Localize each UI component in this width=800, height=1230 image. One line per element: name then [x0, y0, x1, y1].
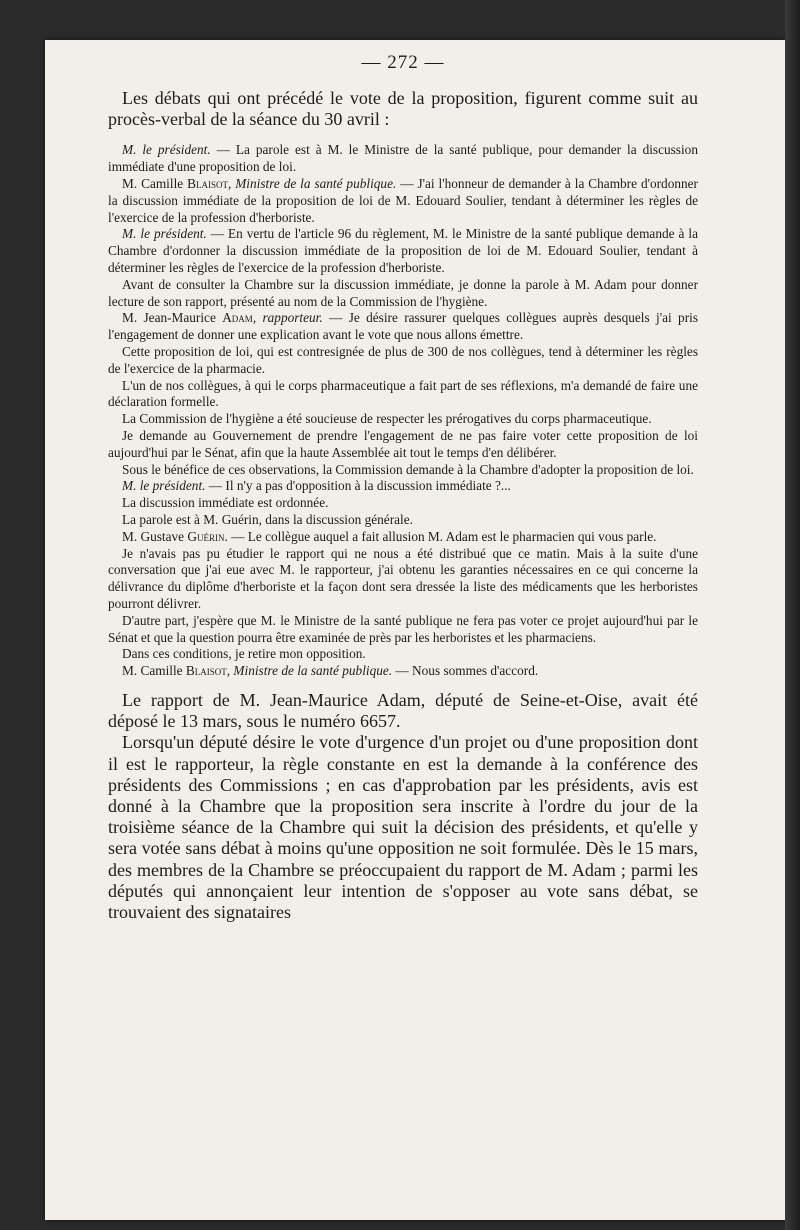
transcript-paragraph: [108, 277, 698, 311]
statement-text: — J'ai l'honneur de demander à la Chambre d'ordonner la discussion immédiate de la proposition de loi de M. Edouard Soulier, tendant à déterminer les règles de l'exercice de la profession d'herboriste.: [108, 176, 698, 225]
statement-text: Je n'avais pas pu étudier le rapport qui ne nous a été distribué que ce matin. Mais à la suite d'une conversation que j'ai eue avec M. le rapporteur, j'ai obtenu les garanties nécessaires en ce qui concerne la délivrance du diplôme d'herboriste et la façon dont sera dressée la liste des médicaments que les herboristes pourront délivrer.: [108, 545, 698, 611]
speaker-label: M. le président.: [122, 226, 207, 242]
page-number: — 272 —: [361, 52, 445, 73]
statement-text: La discussion immédiate est ordonnée.: [122, 495, 329, 511]
transcript-paragraph: [108, 512, 698, 529]
body-text: [108, 690, 698, 923]
transcript-paragraph: [108, 176, 698, 226]
speaker-name: Blaisot: [187, 176, 228, 191]
transcript-paragraph: [108, 310, 698, 344]
transcript-paragraph: [108, 529, 698, 546]
transcript-paragraph: [108, 478, 698, 495]
transcript-paragraph: [108, 378, 698, 412]
transcript-paragraph: [108, 546, 698, 613]
statement-text: — En vertu de l'article 96 du règlement, M. le Ministre de la santé publique demande à la Chambre d'ordonner la discussion immédiate de la proposition de loi de M. Edouard Soulier, tendant à déterminer les règles de l'exercice de la profession d'herboriste.: [108, 226, 698, 275]
transcript-paragraph: [108, 462, 698, 479]
transcript-paragraph: [108, 495, 698, 512]
speaker-role: , Ministre de la santé publique.: [226, 663, 393, 679]
speaker-name: Adam: [222, 310, 253, 326]
transcript-paragraph: [108, 411, 698, 428]
statement-text: La Commission de l'hygiène a été soucieuse de respecter les prérogatives du corps pharmaceutique.: [122, 411, 652, 427]
statement-text: — La parole est à M. le Ministre de la santé publique, pour demander la discussion immédiate d'une proposition de loi.: [108, 142, 698, 175]
statement-text: Avant de consulter la Chambre sur la discussion immédiate, je donne la parole à M. Adam pour donner lecture de son rapport, présenté au nom de la Commission de l'hygiène.: [108, 276, 698, 309]
speaker-role: , Ministre de la santé publique.: [227, 176, 397, 191]
statement-text: La parole est à M. Guérin, dans la discussion générale.: [122, 511, 413, 527]
transcript-paragraph: [108, 142, 698, 176]
intro-paragraph: Les débats qui ont précédé le vote de la proposition, figurent comme suit au procès-verbal de la séance du 30 avril :: [108, 88, 698, 130]
statement-text: — Je désire rassurer quelques collègues auprès desquels j'ai pris l'engagement de donner une explication avant le vote que nous allons émettre.: [108, 310, 698, 343]
speaker-prefix: M. Gustave: [122, 528, 188, 544]
page-edge: [785, 0, 800, 1230]
statement-text: Cette proposition de loi, qui est contresignée de plus de 300 de nos collègues, tend à déterminer les règles de l'exercice de la pharmacie.: [108, 343, 698, 376]
statement-text: — Nous sommes d'accord.: [392, 663, 539, 679]
transcript-paragraph: [108, 613, 698, 647]
speaker-name: Guérin: [187, 528, 225, 544]
speaker-label: M. le président.: [122, 478, 206, 494]
speaker-prefix: M. Camille: [122, 176, 188, 191]
statement-text: Je demande au Gouvernement de prendre l'engagement de ne pas faire voter cette proposition de loi aujourd'hui par le Sénat, afin que la haute Assemblée ait tout le temps d'en délibérer.: [108, 427, 698, 460]
body-paragraph: Lorsqu'un député désire le vote d'urgence d'un projet ou d'une proposition dont il est le rapporteur, la règle constante en est la demande à la conférence des présidents des Commissions ; en cas d'approbation par les présidents, avis est donné à la Chambre que la proposition sera inscrite à l'ordre du jour de la troisième séance de la Chambre qui suit la décision des présidents, et qu'elle y sera votée sans débat à moins qu'une opposition ne soit formulée. Dès le 15 mars, des membres de la Chambre se préoccupaient du rapport de M. Adam ; parmi les députés qui annonçaient leur intention de s'opposer au vote sans débat, se trouvaient des signataires: [108, 732, 698, 922]
speaker-name: Blaisot: [185, 663, 227, 679]
statement-text: — Il n'y a pas d'opposition à la discussion immédiate ?...: [205, 478, 511, 494]
session-transcript: [108, 142, 698, 680]
transcript-paragraph: [108, 663, 698, 680]
speaker-label: M. le président.: [122, 142, 211, 158]
speaker-prefix: M. Camille: [122, 663, 186, 679]
transcript-paragraph: [108, 344, 698, 378]
statement-text: — Le collègue auquel a fait allusion M. Adam est le pharmacien qui vous parle.: [227, 528, 657, 544]
transcript-paragraph: [108, 226, 698, 276]
body-paragraph: Le rapport de M. Jean-Maurice Adam, député de Seine-et-Oise, avait été déposé le 13 mars, sous le numéro 6657.: [108, 689, 698, 732]
page-content: [108, 52, 698, 923]
transcript-paragraph: [108, 428, 698, 462]
speaker-prefix: M. Jean-Maurice: [122, 310, 223, 326]
statement-text: Dans ces conditions, je retire mon opposition.: [122, 646, 366, 662]
statement-text: D'autre part, j'espère que M. le Ministre de la santé publique ne fera pas voter ce projet aujourd'hui par le Sénat et que la question pourra être examinée de près par les herboristes et les pharmaciens.: [108, 612, 698, 645]
transcript-paragraph: [108, 646, 698, 663]
speaker-role: .: [224, 528, 228, 544]
statement-text: L'un de nos collègues, à qui le corps pharmaceutique a fait part de ses réflexions, m'a demandé de faire une déclaration formelle.: [108, 377, 698, 410]
statement-text: Sous le bénéfice de ces observations, la Commission demande à la Chambre d'adopter la proposition de loi.: [122, 461, 694, 477]
speaker-role: , rapporteur.: [252, 310, 323, 326]
